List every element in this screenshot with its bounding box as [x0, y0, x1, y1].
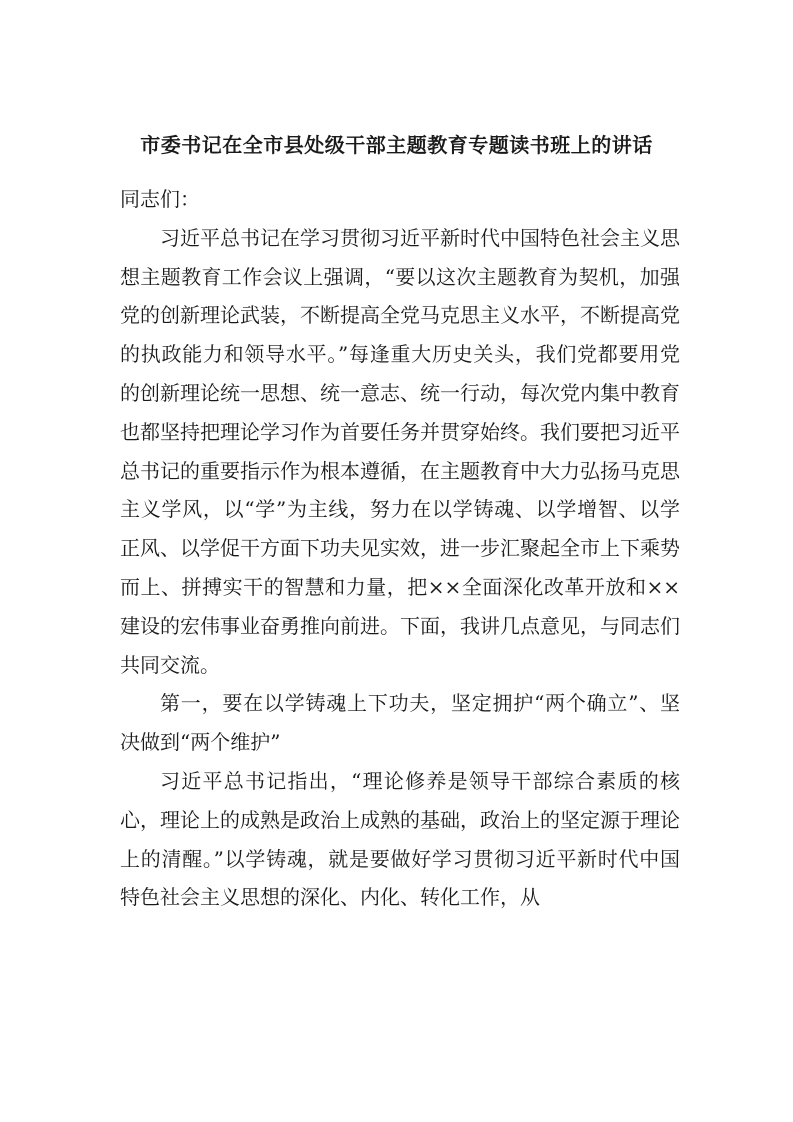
paragraph-first-section: 习近平总书记指出，“理论修养是领导干部综合素质的核心，理论上的成熟是政治上成熟的基础，政治上的坚定源于理论上的清醒。”以学铸魂，就是要做好学习贯彻习近平新时代中国特色社会主义思想的深化、内化、转化工作，从: [120, 768, 680, 910]
salutation: 同志们：: [120, 187, 200, 211]
document-title: 市委书记在全市县处级干部主题教育专题读书班上的讲话: [140, 133, 653, 157]
section-heading-first: 第一，要在以学铸魂上下功夫，坚定拥护“两个确立”、坚决做到“两个维护”: [120, 691, 680, 755]
paragraph-intro: 习近平总书记在学习贯彻习近平新时代中国特色社会主义思想主题教育工作会议上强调，“要以这次主题教育为契机，加强党的创新理论武装，不断提高全党马克思主义水平，不断提高党的执政能力和领导水平。”每逢重大历史关头，我们党都要用党的创新理论统一思想、统一意志、统一行动，每次党内集中教育也都坚持把理论学习作为首要任务并贯穿始终。我们要把习近平总书记的重要指示作为根本遵循，在主题教育中大力弘扬马克思主义学风，以“学”为主线，努力在以学铸魂、以学增智、以学正风、以学促干方面下功夫见实效，进一步汇聚起全市上下乘势而上、拼搏实干的智慧和力量，把××全面深化改革开放和××建设的宏伟事业奋勇推向前进。下面，我讲几点意见，与同志们共同交流。: [120, 225, 680, 677]
document-body: [120, 180, 680, 917]
